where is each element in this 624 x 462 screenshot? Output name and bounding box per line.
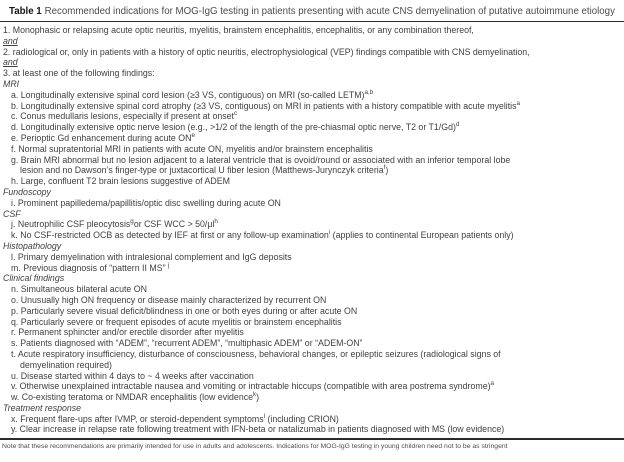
table-row: n. Simultaneous bilateral acute ON — [11, 284, 147, 295]
table-row: 1. Monophasic or relapsing acute optic neuritis, myelitis, brainstem encephalitis, encephalitis, or any combination thereof, — [3, 25, 474, 35]
table-label: Table 1 — [9, 6, 42, 17]
table-row: y. Clear increase in relapse rate following treatment with IFN-beta or natalizumab in patients diagnosed with MS (low evidence) — [11, 424, 505, 435]
table-row: e. Perioptic Gd enhancement during acute $ON^e$ — [11, 132, 195, 143]
table-row: p. Particularly severe visual deficit/blindness in one or both eyes during or after acute ON — [11, 305, 358, 316]
table-caption-text: Recommended indications for MOG-IgG testing in patients presenting with acute CNS demyelination of putative autoimmune etiology — [44, 6, 615, 17]
table-row: 2. radiological or, only in patients with a history of optic neuritis, electrophysiological (VEP) findings compatible with CNS demyelination, — [3, 46, 530, 57]
table-row: r. Permanent sphincter and/or erectile disorder after myelitis — [11, 327, 244, 338]
table-row: s. Patients diagnosed with “ADEM”, “recurrent ADEM”, “multiphasic ADEM” or “ADEM-ON” — [11, 338, 363, 349]
table-body — [0, 25, 624, 435]
table-row: t. Acute respiratory insufficiency, disturbance of consciousness, behavioral changes, or epileptic seizures (radiological signs of — [11, 348, 501, 359]
table-row: c. Conus medullaris lesions, especially if present at onset$^c$ — [11, 110, 238, 122]
table-row: Fundoscopy — [3, 186, 51, 197]
divider-top — [0, 21, 624, 22]
table-row: x. Frequent flare-ups after IVMP, or steroid-dependent symptoms$^l$ (including CRION) — [11, 412, 339, 424]
table-row: Treatment response — [3, 402, 82, 413]
table-row: i. Prominent papilledema/papillitis/optic disc swelling during acute ON — [11, 197, 281, 208]
table-row: v. Otherwise unexplained intractable nausea and vomiting or intractable hiccups (compatible with area postrema syndrome)$^a$ — [11, 380, 495, 392]
table-row: b. Longitudinally extensive spinal cord atrophy (≥3 VS, contiguous) on MRI in patients with a history compatible with acute myelitis$^a$ — [11, 99, 521, 111]
table-row: demyelination required) — [20, 359, 112, 370]
table-row: and — [3, 35, 18, 46]
table-row: 3. at least one of the following findings: — [3, 68, 155, 79]
table-row: CSF — [3, 208, 21, 219]
table-row: lesion and no Dawson’s finger-type or juxtacortical U fiber lesion (Matthews-Jurynczyk criteria$^f$) — [20, 164, 389, 176]
table-footnote: Note that these recommendations are primarily intended for use in adults and adolescents. Indications for MOG-IgG testing in young children need not to be as stringent — [2, 443, 508, 451]
table-caption — [0, 0, 624, 18]
table-row: MRI — [3, 78, 20, 89]
table-row: Histopathology — [3, 240, 62, 251]
table-row: w. Co-existing teratoma or NMDAR encephalitis (low evidence$^k$) — [11, 391, 260, 403]
table-row: f. Normal supratentorial MRI in patients with acute ON, myelitis and/or brainstem encephalitis — [11, 143, 373, 154]
table-row: k. No CSF-restricted OCB as detected by IEF at first or any follow-up examination$^i$ (applies to continental European patients only) — [11, 229, 514, 241]
table-row: d. Longitudinally extensive optic nerve lesion (e.g., >1/2 of the length of the pre-chiasmal optic nerve, T2 or T1/Gd)$^d$ — [11, 121, 460, 133]
table-row: q. Particularly severe or frequent episodes of acute myelitis or brainstem encephalitis — [11, 316, 342, 327]
table-row: a. Longitudinally extensive spinal cord lesion (≥3 VS, contiguous) on MRI (so-called LETM)$^{a,b}$ — [11, 88, 374, 100]
table-row: Clinical findings — [3, 273, 65, 284]
table-row: l. Primary demyelination with intralesional complement and IgG deposits — [11, 251, 292, 262]
table-row: m. Previous diagnosis of “pattern II MS” $^j$ — [11, 261, 170, 273]
table-row: and — [3, 57, 18, 68]
table-row: u. Disease started within 4 days to ~ 4 weeks after vaccination — [11, 370, 254, 381]
table-row: g. Brain MRI abnormal but no lesion adjacent to a lateral ventricle that is ovoid/round or associated with an inferior temporal lobe — [11, 154, 511, 165]
table-row: j. Neutrophilic CSF pleocytosis$^g$or CSF WCC > $50/\mu l^h$ — [11, 218, 218, 230]
table-row: h. Large, confluent T2 brain lesions suggestive of ADEM — [11, 176, 230, 187]
table-row: o. Unusually high ON frequency or disease mainly characterized by recurrent ON — [11, 294, 327, 305]
